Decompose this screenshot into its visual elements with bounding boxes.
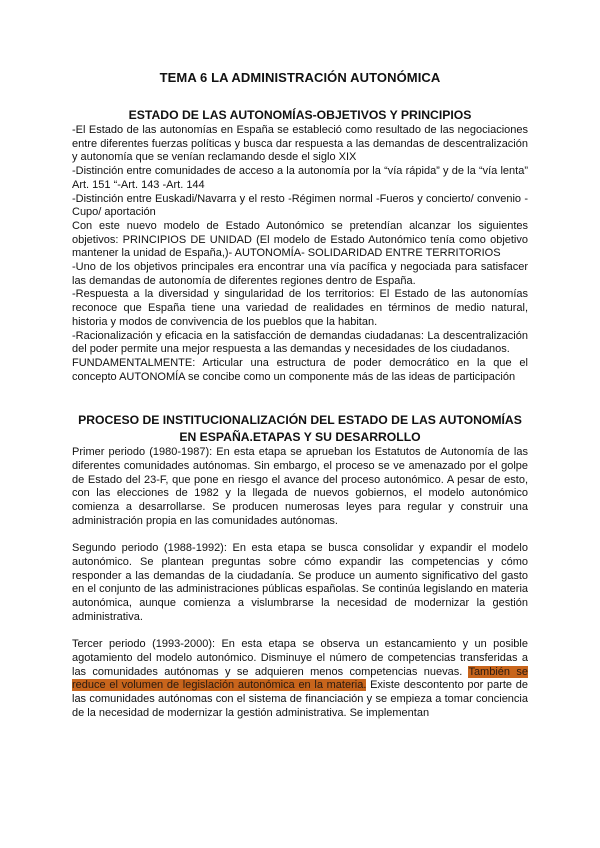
section-heading-proceso-line1: PROCESO DE INSTITUCIONALIZACIÓN DEL ESTADO DE LAS AUTONOMÍAS (78, 413, 522, 428)
paragraph: -Distinción entre Euskadi/Navarra y el resto -Régimen normal -Fueros y concierto/ convenio -Cupo/ aportación (72, 192, 528, 219)
paragraph: -Racionalización y eficacia en la satisfacción de demandas ciudadanas: La descentralización del poder permite una mejor respuesta a las demandas y necesidades de los ciudadanos. (72, 329, 528, 356)
section-heading-proceso-line2: EN ESPAÑA.ETAPAS Y SU DESARROLLO (179, 430, 421, 445)
paragraph: Con este nuevo modelo de Estado Autonómico se pretendían alcanzar los siguientes objetivos: PRINCIPIOS DE UNIDAD (El modelo de Estado Autonómico tenía como objetivo mantener la unidad de España,)- AUTONOMÍA- SOLIDARIDAD ENTRE TERRITORIOS (72, 219, 528, 260)
text-run: Existe descontento por parte de las comunidades autónomas con el sistema de financiación y se empieza a tomar conciencia de la necesidad de modernizar la gestión administrativa. Se implementan (72, 679, 528, 719)
paragraph-segundo-periodo: Segundo periodo (1988-1992): En esta etapa se busca consolidar y expandir el modelo autonómico. Se plantean preguntas sobre cómo expandir las competencias y cómo responder a las demandas de la ciudadanía. Se produce un aumento significativo del gasto en el conjunto de las administraciones públicas españolas. Se continúa legislando en materia autonómica, aunque comienza a vislumbrarse la necesidad de modernizar la gestión administrativa. (72, 542, 528, 623)
paragraph: -Uno de los objetivos principales era encontrar una vía pacífica y negociada para satisfacer las demandas de autonomía de diferentes regiones dentro de España. (72, 261, 528, 287)
document-title: TEMA 6 LA ADMINISTRACIÓN AUTONÓMICA (159, 70, 441, 85)
paragraph: -Distinción entre comunidades de acceso a la autonomía por la “vía rápida” y de la “vía lenta” Art. 151 “-Art. 143 -Art. 144 (72, 165, 528, 191)
paragraph: -El Estado de las autonomías en España se estableció como resultado de las negociaciones entre diferentes fuerzas políticas y busca dar respuesta a las demandas de descentralización y autonomía que se venían reclamando desde el siglo XIX (72, 124, 528, 164)
highlighted-text: También se reduce el volumen de legislación autonómica en la materia. (72, 665, 528, 692)
paragraph-tercer-periodo (72, 638, 528, 720)
spacer (72, 384, 528, 412)
paragraph: FUNDAMENTALMENTE: Articular una estructura de poder democrático en la que el concepto AUTONOMÍA se concibe como un componente más de las ideas de participación (72, 356, 528, 383)
section-heading-objetivos: ESTADO DE LAS AUTONOMÍAS-OBJETIVOS Y PRINCIPIOS (128, 108, 472, 122)
spacer (72, 624, 528, 638)
text-run: Tercer periodo (1993-2000): En esta etapa se observa un estancamiento y un posible agotamiento del modelo autonómico. Disminuye el número de competencias transferidas a las comunidades autónomas y se adquieren menos competencias nuevas. (72, 638, 528, 678)
paragraph-primer-periodo: Primer periodo (1980-1987): En esta etapa se aprueban los Estatutos de Autonomía de las diferentes comunidades autónomas. Sin embargo, el proceso se ve amenazado por el golpe de Estado del 23-F, que pone en riesgo el avance del proceso autonómico. A pesar de esto, con las elecciones de 1982 y la llegada de nuevos gobiernos, el modelo autonómico comienza a desarrollarse. Se producen numerosas leyes para regular y construir una administración propia en las comunidades autónomas. (72, 446, 528, 527)
spacer (72, 529, 528, 543)
paragraph: -Respuesta a la diversidad y singularidad de los territorios: El Estado de las autonomías reconoce que España tiene una variedad de realidades en términos de medio natural, historia y modos de convivencia de los pueblos que la habitan. (72, 288, 528, 328)
